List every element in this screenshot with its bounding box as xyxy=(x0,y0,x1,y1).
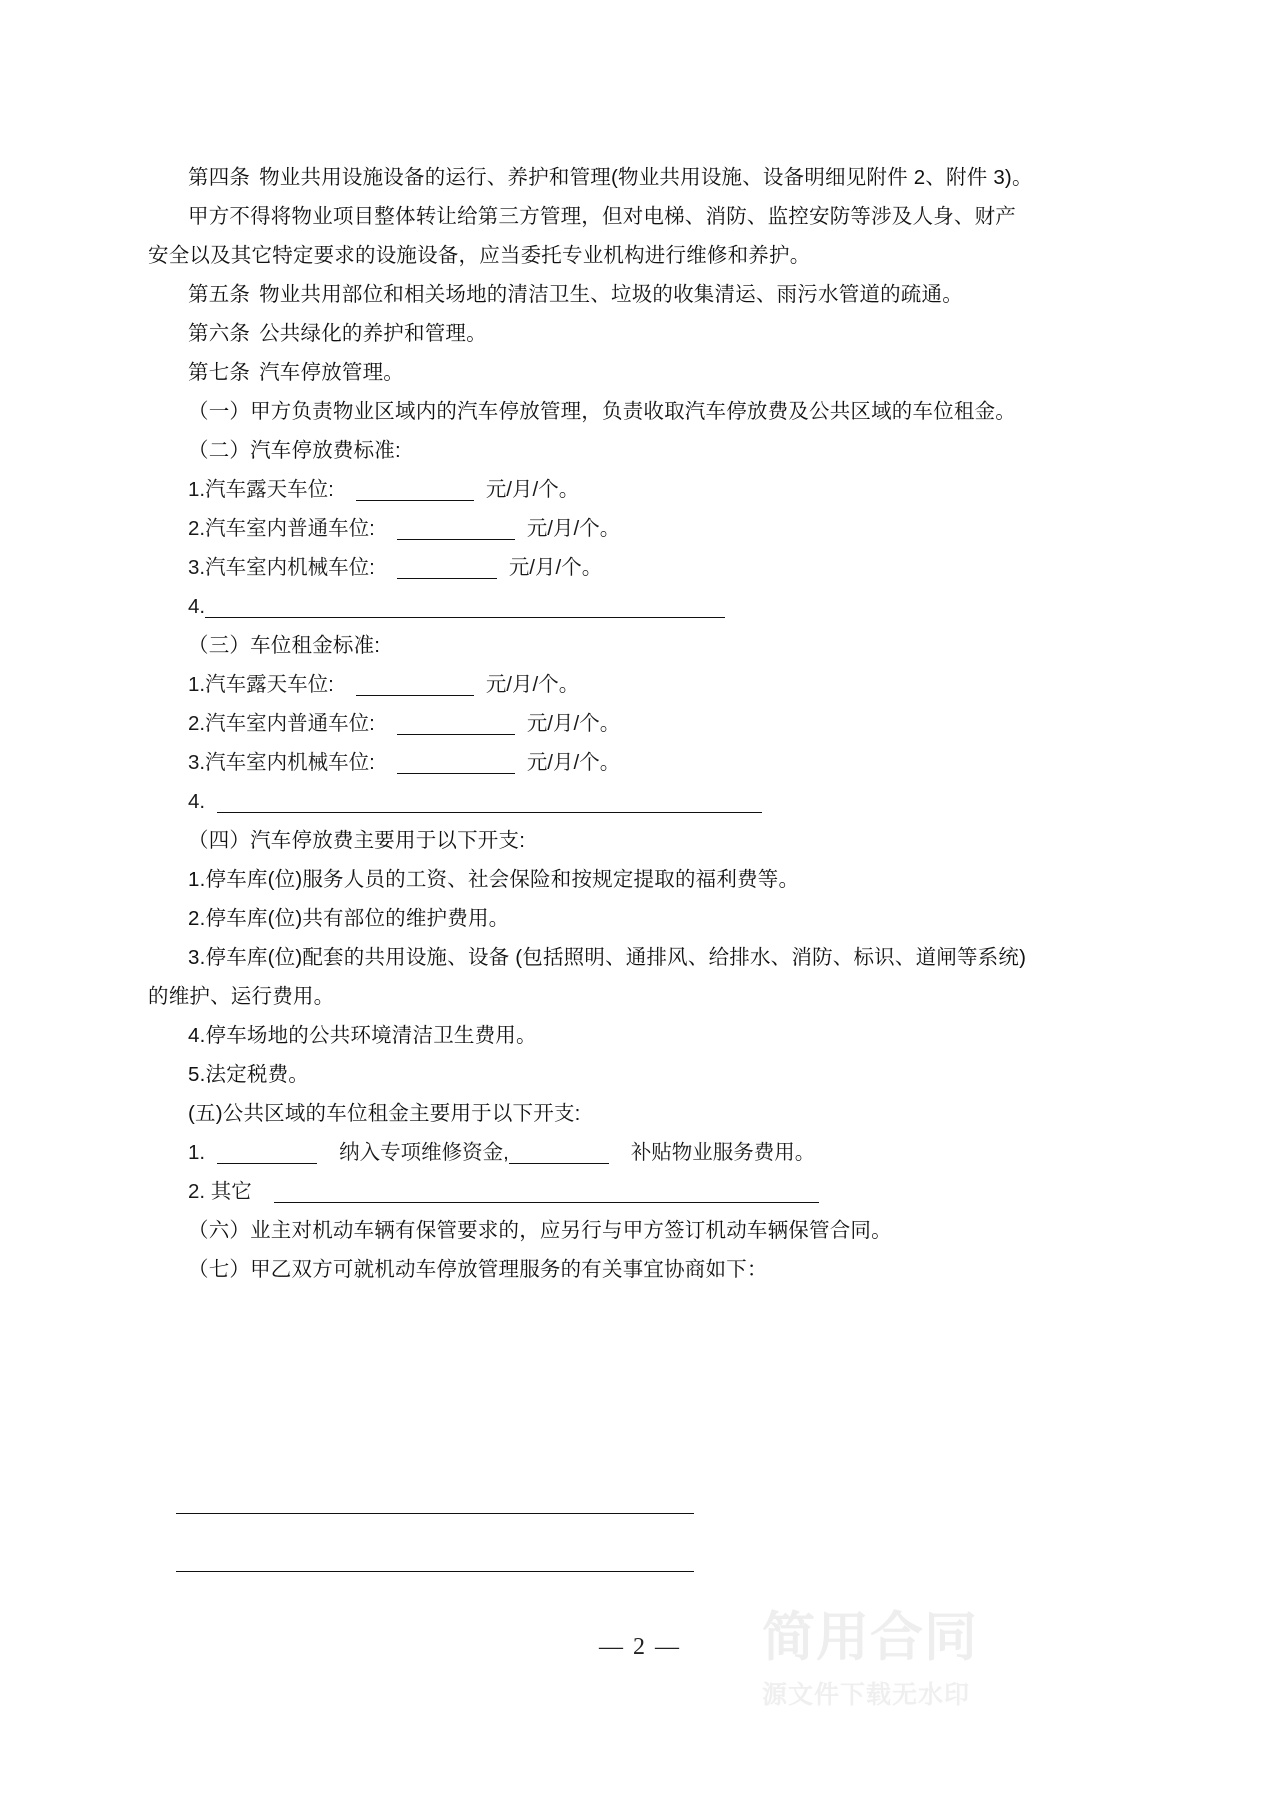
rent-use-row-2-num: 2. 其它 xyxy=(188,1180,252,1203)
parking-rent-row-2-unit: 元/月/个。 xyxy=(526,712,621,735)
rent-use-row-1-mid: 纳入专项维修资金, xyxy=(339,1141,509,1164)
clause-7-item-6: （六）业主对机动车辆有保管要求的，应另行与甲方签订机动车辆保管合同。 xyxy=(188,1219,892,1242)
parking-fee-row-3-unit: 元/月/个。 xyxy=(508,556,603,579)
rent-use-row-2-blank[interactable] xyxy=(274,1180,819,1203)
clause-6-heading xyxy=(148,314,1028,353)
expense-item-3: 3.停车库(位)配套的共用设施、设备 (包括照明、通排风、给排水、消防、标识、道闸等系统)的维护、运行费用。 xyxy=(148,946,1027,1008)
clause-7-item-1: （一）甲方负责物业区域内的汽车停放管理，负责收取汽车停放费及公共区域的车位租金。 xyxy=(188,400,1016,423)
parking-rent-row-1-unit: 元/月/个。 xyxy=(485,673,580,696)
parking-rent-row-3-label: 汽车室内机械车位: xyxy=(205,751,375,774)
clause-5-heading xyxy=(148,275,1028,314)
parking-rent-row-2-num: 2. xyxy=(188,712,206,735)
parking-rent-row-4-num: 4. xyxy=(188,790,206,813)
parking-rent-row-1-blank[interactable] xyxy=(356,673,474,696)
parking-fee-row-1-num: 1. xyxy=(188,478,206,501)
parking-fee-row-1-blank[interactable] xyxy=(356,478,474,501)
parking-fee-row-3-label: 汽车室内机械车位: xyxy=(205,556,375,579)
parking-fee-row-3 xyxy=(148,548,1028,587)
rent-use-row-2 xyxy=(148,1172,1028,1211)
page-number: — 2 — xyxy=(599,1634,681,1660)
parking-fee-row-1-label: 汽车露天车位: xyxy=(205,478,334,501)
rent-use-row-1-blank-a[interactable] xyxy=(217,1141,317,1164)
parking-rent-row-3-blank[interactable] xyxy=(397,751,515,774)
parking-fee-row-1-unit: 元/月/个。 xyxy=(485,478,580,501)
parking-fee-row-2-unit: 元/月/个。 xyxy=(526,517,621,540)
parking-fee-row-4 xyxy=(148,587,1028,626)
parking-fee-row-2-label: 汽车室内普通车位: xyxy=(205,517,375,540)
parking-fee-row-2-num: 2. xyxy=(188,517,206,540)
rent-use-row-1-num: 1. xyxy=(188,1141,206,1164)
parking-rent-row-2-label: 汽车室内普通车位: xyxy=(205,712,375,735)
rent-use-row-1-end: 补贴物业服务费用。 xyxy=(630,1141,816,1164)
clause-7-item-7: （七）甲乙双方可就机动车停放管理服务的有关事宜协商如下： xyxy=(188,1258,768,1281)
clause-4-text: 物业共用设施设备的运行、养护和管理(物业共用设施、设备明细见附件 2、附件 3)。 xyxy=(259,166,1033,189)
clause-7-item-5-title: (五)公共区域的车位租金主要用于以下开支: xyxy=(188,1102,581,1125)
agreement-blank-line-2[interactable] xyxy=(176,1571,694,1572)
parking-rent-row-4 xyxy=(148,782,1028,821)
clause-7-heading xyxy=(148,353,1028,392)
parking-fee-row-2-blank[interactable] xyxy=(397,517,515,540)
parking-rent-row-1 xyxy=(148,665,1028,704)
parking-fee-row-2 xyxy=(148,509,1028,548)
watermark-main-text: 简用合同 xyxy=(762,1607,978,1668)
expense-item-2: 2.停车库(位)共有部位的维护费用。 xyxy=(188,907,510,930)
parking-fee-row-4-num: 4. xyxy=(188,595,206,618)
clause-7-text: 汽车停放管理。 xyxy=(259,361,405,384)
expense-item-4: 4.停车场地的公共环境清洁卫生费用。 xyxy=(188,1024,537,1047)
document-body xyxy=(148,158,1033,1289)
parking-rent-row-1-label: 汽车露天车位: xyxy=(205,673,334,696)
clause-5-text: 物业共用部位和相关场地的清洁卫生、垃圾的收集清运、雨污水管道的疏通。 xyxy=(259,283,963,306)
clause-5-label: 第五条 xyxy=(188,283,251,306)
parking-rent-row-4-blank[interactable] xyxy=(217,790,762,813)
clause-7-label: 第七条 xyxy=(188,361,251,384)
parking-rent-row-2 xyxy=(148,704,1028,743)
parking-fee-row-3-num: 3. xyxy=(188,556,206,579)
rent-use-row-1 xyxy=(148,1133,1028,1172)
clause-4-label: 第四条 xyxy=(188,166,251,189)
parking-rent-row-2-blank[interactable] xyxy=(397,712,515,735)
clause-7-item-3-title: （三）车位租金标准: xyxy=(188,634,381,657)
parking-rent-row-3-num: 3. xyxy=(188,751,206,774)
clause-6-label: 第六条 xyxy=(188,322,251,345)
parking-rent-row-3-unit: 元/月/个。 xyxy=(526,751,621,774)
expense-item-5: 5.法定税费。 xyxy=(188,1063,309,1086)
clause-4-paragraph-1: 甲方不得将物业项目整体转让给第三方管理，但对电梯、消防、监控安防等涉及人身、财产安全以及其它特定要求的设施设备，应当委托专业机构进行维修和养护。 xyxy=(148,205,1016,267)
parking-rent-row-1-num: 1. xyxy=(188,673,206,696)
clause-7-item-2-title: （二）汽车停放费标准: xyxy=(188,439,401,462)
parking-fee-row-1 xyxy=(148,470,1028,509)
expense-item-1: 1.停车库(位)服务人员的工资、社会保险和按规定提取的福利费等。 xyxy=(188,868,800,891)
agreement-blank-line-1[interactable] xyxy=(176,1513,694,1514)
parking-fee-row-3-blank[interactable] xyxy=(397,556,497,579)
parking-fee-row-4-blank[interactable] xyxy=(205,595,725,618)
parking-rent-row-3 xyxy=(148,743,1028,782)
watermark-sub-text: 源文件下载无水印 xyxy=(762,1680,971,1709)
clause-7-item-4-title: （四）汽车停放费主要用于以下开支: xyxy=(188,829,526,852)
clause-6-text: 公共绿化的养护和管理。 xyxy=(259,322,487,345)
clause-4-heading xyxy=(148,158,1033,197)
rent-use-row-1-blank-b[interactable] xyxy=(509,1141,609,1164)
